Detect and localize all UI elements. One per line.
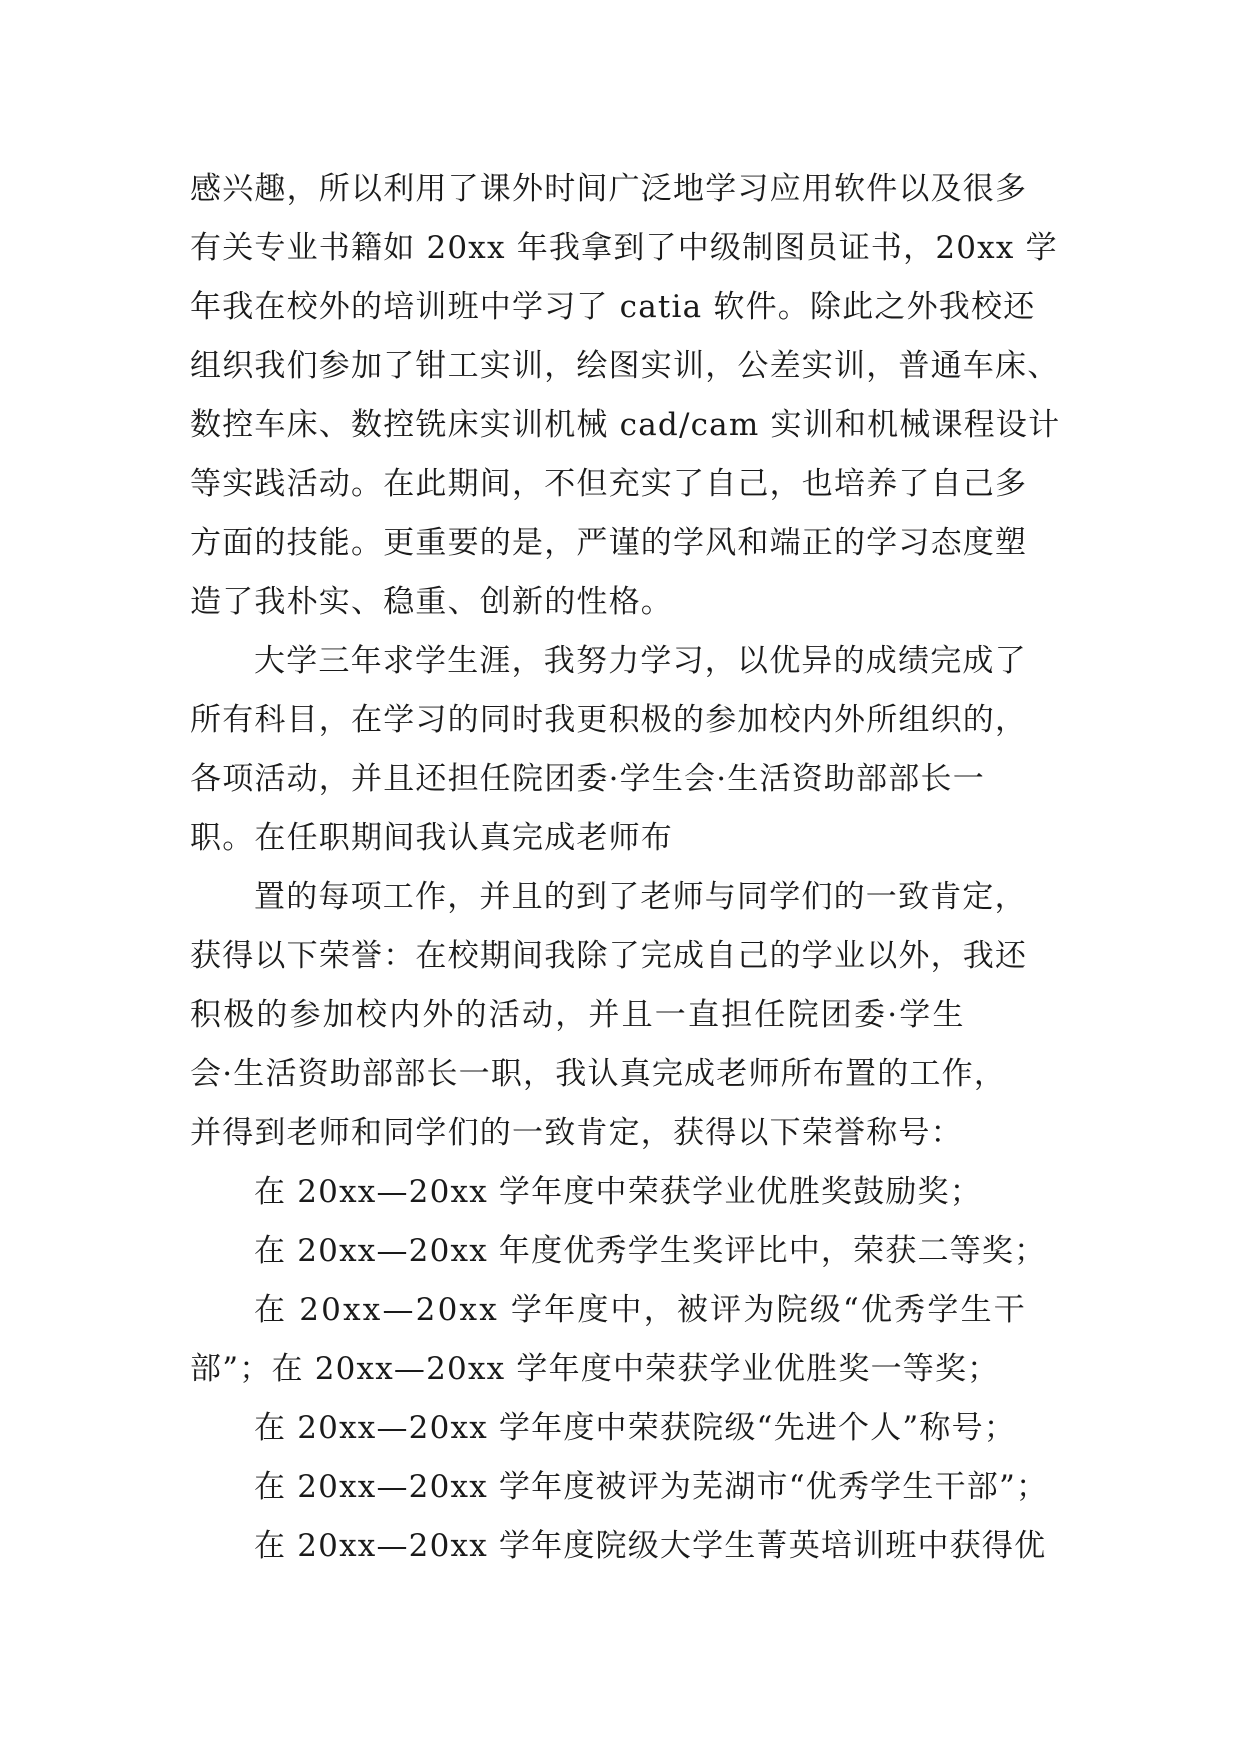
text-line: 所有科目，在学习的同时我更积极的参加校内外所组织的，	[190, 702, 1028, 738]
honors-list	[190, 1163, 1080, 1576]
honor-item: 在 20xx—20xx 学年度中荣获院级“先进个人”称号；	[254, 1410, 1017, 1446]
text-line: 造了我朴实、稳重、创新的性格。	[190, 584, 673, 620]
text-line: 组织我们参加了钳工实训，绘图实训，公差实训，普通车床、	[190, 348, 1060, 384]
text-line: 并得到老师和同学们的一致肯定，获得以下荣誉称号：	[190, 1115, 963, 1151]
text-line: 数控车床、数控铣床实训机械 cad/cam 实训和机械课程设计	[190, 407, 1061, 443]
honor-item: 在 20xx—20xx 学年度中，被评为院级“优秀学生干	[254, 1292, 1027, 1328]
document-body	[190, 160, 1080, 1576]
text-line: 各项活动，并且还担任院团委·学生会·生活资助部部长一	[190, 761, 985, 797]
text-line: 方面的技能。更重要的是，严谨的学风和端正的学习态度塑	[190, 525, 1028, 561]
honor-item: 在 20xx—20xx 学年度中荣获学业优胜奖鼓励奖；	[254, 1174, 982, 1210]
text-line: 年我在校外的培训班中学习了 catia 软件。除此之外我校还	[190, 289, 1036, 325]
paragraph-university-years	[190, 632, 1080, 868]
text-line: 有关专业书籍如 20xx 年我拿到了中级制图员证书，20xx 学	[190, 230, 1058, 266]
honor-item: 部”；在 20xx—20xx 学年度中荣获学业优胜奖一等奖；	[190, 1351, 1000, 1387]
text-line: 积极的参加校内外的活动，并且一直担任院团委·学生	[190, 997, 966, 1033]
text-line: 大学三年求学生涯，我努力学习，以优异的成绩完成了	[254, 643, 1027, 679]
text-line: 职。在任职期间我认真完成老师布	[190, 820, 673, 856]
text-line: 获得以下荣誉：在校期间我除了完成自己的学业以外，我还	[190, 938, 1028, 974]
text-line: 置的每项工作，并且的到了老师与同学们的一致肯定，	[254, 879, 1027, 915]
paragraph-study-skills	[190, 160, 1080, 632]
text-line: 会·生活资助部部长一职，我认真完成老师所布置的工作，	[190, 1056, 1007, 1092]
paragraph-work-honors	[190, 868, 1080, 1163]
text-line: 感兴趣，所以利用了课外时间广泛地学习应用软件以及很多	[190, 171, 1028, 207]
honor-item: 在 20xx—20xx 学年度被评为芜湖市“优秀学生干部”；	[254, 1469, 1049, 1505]
honor-item: 在 20xx—20xx 学年度院级大学生菁英培训班中获得优	[254, 1528, 1047, 1564]
text-line: 等实践活动。在此期间，不但充实了自己，也培养了自己多	[190, 466, 1028, 502]
honor-item: 在 20xx—20xx 年度优秀学生奖评比中，荣获二等奖；	[254, 1233, 1047, 1269]
